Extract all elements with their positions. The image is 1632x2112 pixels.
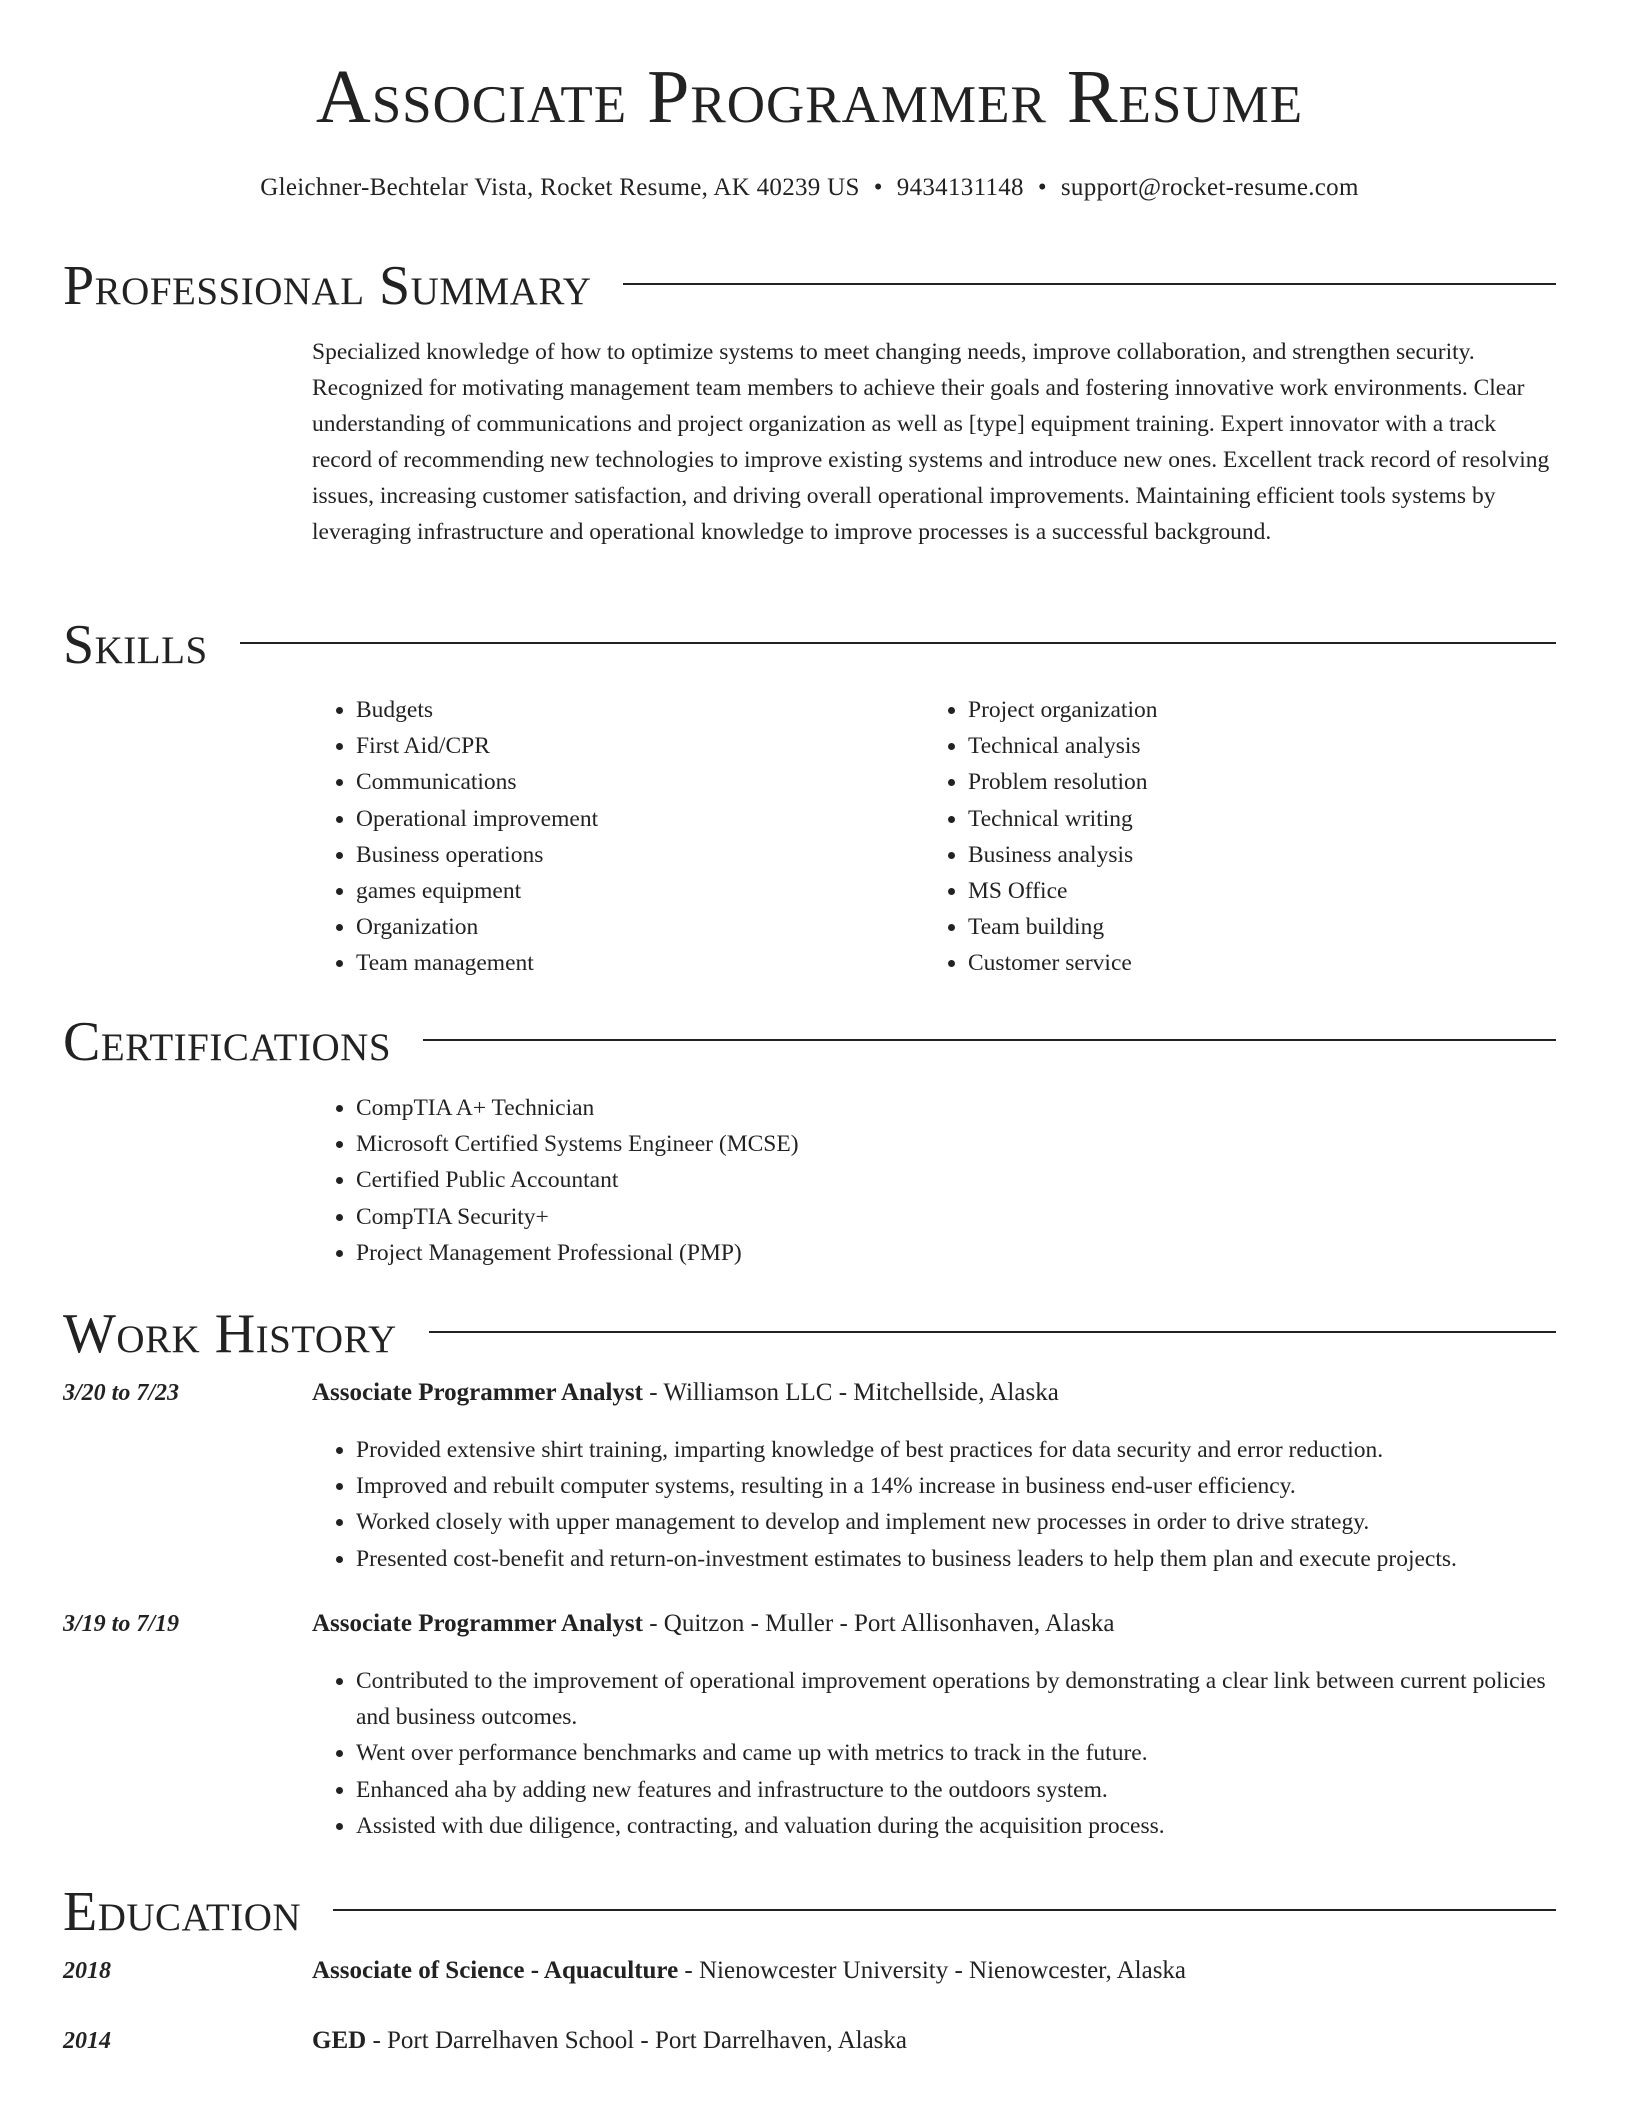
certification-item: • CompTIA A+ Technician bbox=[356, 1090, 1312, 1126]
responsibility-item: • Provided extensive shirt training, imparting knowledge of best practices for data security and error reduction. bbox=[356, 1432, 1556, 1468]
skill-item: • Team management bbox=[356, 945, 912, 981]
certification-item: • Certified Public Accountant bbox=[356, 1162, 1312, 1198]
education-heading: Education bbox=[63, 1881, 302, 1943]
certifications-list bbox=[312, 1090, 1312, 1271]
education-school: - Nienowcester University - Nienowcester, Alaska bbox=[678, 1957, 1187, 1984]
skills-list-right bbox=[924, 692, 1524, 982]
section-divider bbox=[429, 1331, 1556, 1333]
skill-item: • Business operations bbox=[356, 837, 912, 873]
job-dates: 3/20 to 7/23 bbox=[63, 1380, 180, 1406]
section-divider bbox=[623, 283, 1556, 285]
job-heading bbox=[312, 1379, 1556, 1407]
contact-address: Gleichner-Bechtelar Vista, Rocket Resume, AK 40239 US bbox=[260, 174, 860, 201]
job-dates: 3/19 to 7/19 bbox=[63, 1611, 180, 1637]
certifications-section-header bbox=[63, 1011, 1556, 1073]
section-divider bbox=[423, 1039, 1556, 1041]
responsibility-item: • Improved and rebuilt computer systems, resulting in a 14% increase in business end-user efficiency. bbox=[356, 1468, 1556, 1504]
education-year: 2018 bbox=[63, 1958, 111, 1984]
responsibility-item: • Enhanced aha by adding new features and infrastructure to the outdoors system. bbox=[356, 1772, 1556, 1808]
responsibility-item: • Worked closely with upper management to develop and implement new processes in order to drive strategy. bbox=[356, 1504, 1556, 1540]
job-title: Associate Programmer Analyst bbox=[312, 1610, 643, 1637]
contact-separator: • bbox=[873, 174, 883, 201]
skill-item: • Customer service bbox=[968, 945, 1524, 981]
summary-section-header bbox=[63, 255, 1556, 317]
resume-title: Associate Programmer Resume bbox=[315, 55, 1304, 139]
section-divider bbox=[333, 1909, 1556, 1911]
skill-item: • Operational improvement bbox=[356, 801, 912, 837]
summary-text: Specialized knowledge of how to optimize systems to meet changing needs, improve collaboration, and strengthen security. Recognized for motivating management team members to achieve their goals and fostering innovative work environments. Clear understanding of communications and project organization as well as [type] equipment training. Expert innovator with a track record of recommending new technologies to improve existing systems and introduce new ones. Excellent track record of resolving issues, increasing customer satisfaction, and driving overall operational improvements. Maintaining efficient tools systems by leveraging infrastructure and operational knowledge to improve processes is a successful background. bbox=[312, 339, 1550, 545]
skill-item: • Technical writing bbox=[968, 801, 1524, 837]
skill-item: • First Aid/CPR bbox=[356, 728, 912, 764]
section-divider bbox=[240, 642, 1556, 644]
education-school: - Port Darrelhaven School - Port Darrelhaven, Alaska bbox=[366, 2027, 907, 2054]
skill-item: • Problem resolution bbox=[968, 764, 1524, 800]
job-responsibilities bbox=[312, 1663, 1556, 1844]
skill-item: • Team building bbox=[968, 909, 1524, 945]
skills-list-left bbox=[312, 692, 912, 982]
summary-heading: Professional Summary bbox=[63, 255, 592, 317]
skill-item: • Organization bbox=[356, 909, 912, 945]
certification-item: • Microsoft Certified Systems Engineer (MCSE) bbox=[356, 1126, 1312, 1162]
education-degree: Associate of Science - Aquaculture bbox=[312, 1957, 679, 1984]
job-responsibilities bbox=[312, 1432, 1556, 1577]
contact-separator: • bbox=[1037, 174, 1047, 201]
skill-item: • Business analysis bbox=[968, 837, 1524, 873]
skills-section-header bbox=[63, 614, 1556, 676]
job-title: Associate Programmer Analyst bbox=[312, 1379, 643, 1406]
skill-item: • Project organization bbox=[968, 692, 1524, 728]
job-employer: - Williamson LLC - Mitchellside, Alaska bbox=[642, 1379, 1059, 1406]
education-degree: GED bbox=[312, 2027, 367, 2054]
job-heading bbox=[312, 1610, 1556, 1638]
education-section-header bbox=[63, 1881, 1556, 1943]
responsibility-item: • Contributed to the improvement of operational improvement operations by demonstrating a clear link between current policies and business outcomes. bbox=[356, 1663, 1556, 1735]
skill-item: • MS Office bbox=[968, 873, 1524, 909]
work-section-header bbox=[63, 1303, 1556, 1365]
work-heading: Work History bbox=[63, 1303, 397, 1365]
contact-line bbox=[63, 174, 1556, 202]
responsibility-item: • Went over performance benchmarks and came up with metrics to track in the future. bbox=[356, 1735, 1556, 1771]
responsibility-item: • Presented cost-benefit and return-on-investment estimates to business leaders to help them plan and execute projects. bbox=[356, 1541, 1556, 1577]
education-entry bbox=[312, 2027, 1556, 2055]
certification-item: • Project Management Professional (PMP) bbox=[356, 1235, 1312, 1271]
education-entry bbox=[312, 1957, 1556, 1985]
skill-item: • Communications bbox=[356, 764, 912, 800]
skill-item: • games equipment bbox=[356, 873, 912, 909]
contact-email[interactable]: support@rocket-resume.com bbox=[1060, 174, 1359, 201]
certifications-heading: Certifications bbox=[63, 1011, 392, 1073]
job-employer: - Quitzon - Muller - Port Allisonhaven, Alaska bbox=[642, 1610, 1115, 1637]
contact-phone: 9434131148 bbox=[896, 174, 1024, 201]
skill-item: • Budgets bbox=[356, 692, 912, 728]
skills-heading: Skills bbox=[63, 614, 208, 676]
education-year: 2014 bbox=[63, 2028, 111, 2054]
skill-item: • Technical analysis bbox=[968, 728, 1524, 764]
responsibility-item: • Assisted with due diligence, contracting, and valuation during the acquisition process. bbox=[356, 1808, 1556, 1844]
certification-item: • CompTIA Security+ bbox=[356, 1199, 1312, 1235]
